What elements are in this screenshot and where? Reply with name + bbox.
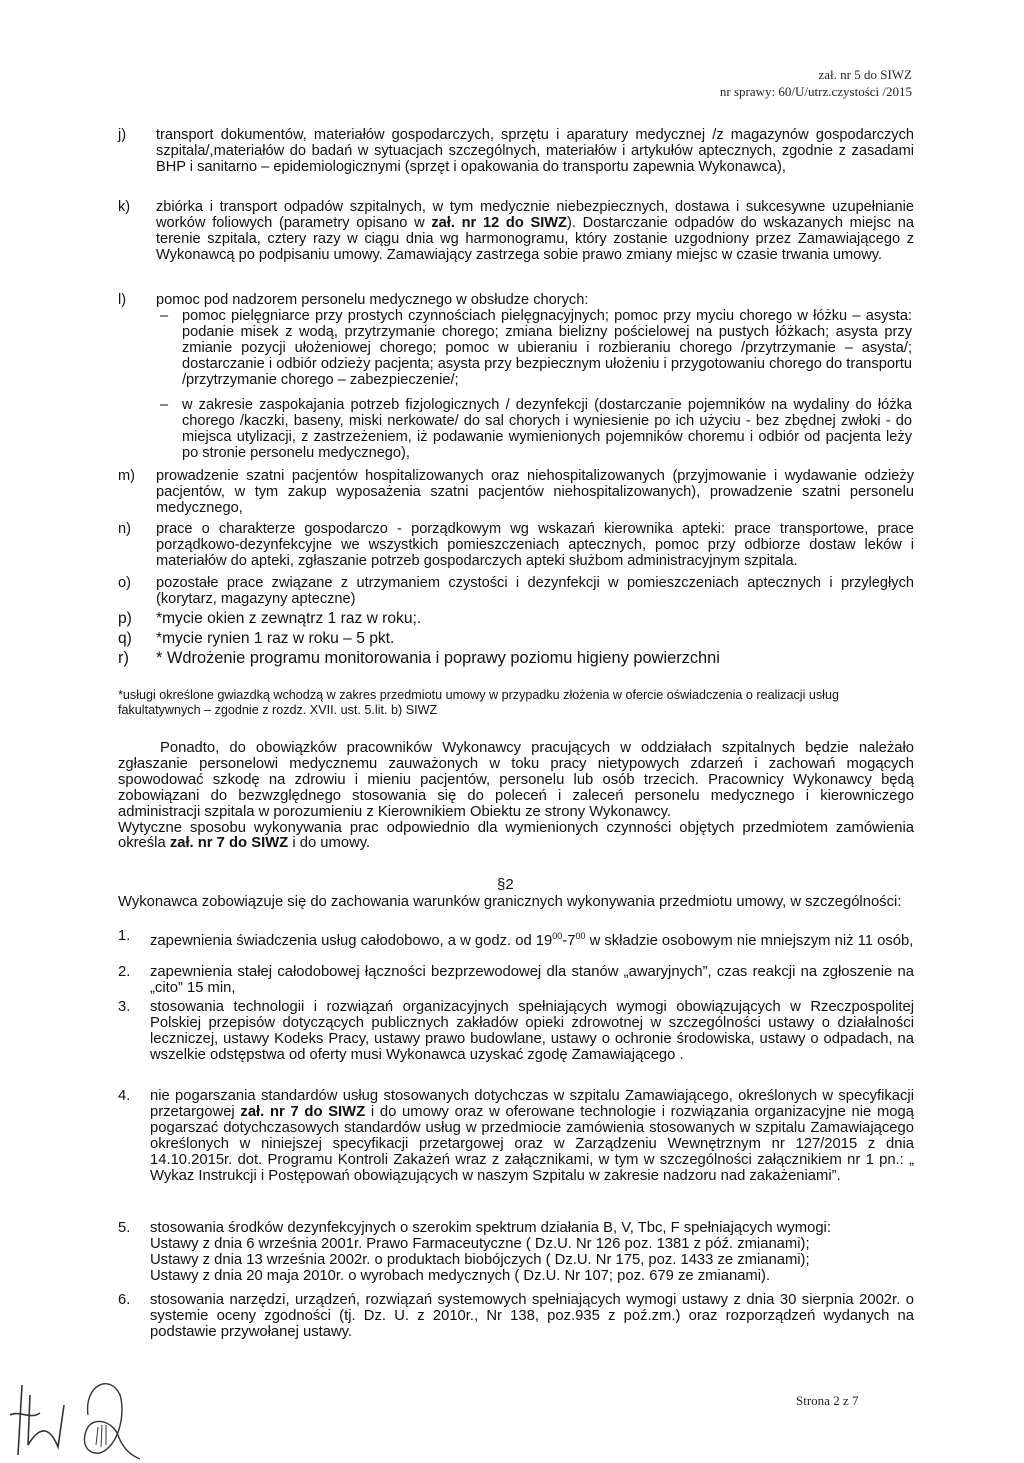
list-item-k [118,200,914,264]
paragraph-duties [118,741,914,852]
item-number: 1. [118,928,131,944]
list-item-n [118,522,914,570]
dash-marker: – [160,308,169,324]
text-part: -7 [562,932,576,949]
sub-item-text: pomoc pielęgniarce przy prostych czynnościach pielęgnacyjnych; pomoc przy myciu chorego w łóżku – asysta: podanie misek z wodą, przytrzymanie chorego; zmiana bielizny pościelowej na pustych łóżkach; asysta przy zmianie pozycji ułożeniowej chorego; pomoc w ubieraniu i rozbieraniu chorego /przytrzymanie – asysta/; dostarczanie i odbiór odzieży pacjenta; asysta przy bezpiecznym ułożeniu i przygotowaniu chorego do transportu /przytrzymanie chorego – zabezpieczenie/; [182,308,912,388]
attachment-label: zał. nr 5 do SIWZ [818,67,912,82]
item-text: stosowania technologii i rozwiązań organizacyjnych spełniających wymogi obowiązujących w Rzeczpospolitej Polskiej przepisów dotyczących publicznych zakładów opieki zdrowotnej w szczególności ustawy o działalności leczniczej, ustawy Kodeks Pracy, ustawy prawo budowlane, ustawy o ochronie środowiska, ustawy o odpadach, na wszelkie odstępstwa od oferty musi Wykonawca uzyskać zgodę Zamawiającego . [150,999,914,1063]
section-intro: Wykonawca zobowiązuje się do zachowania warunków granicznych wykonywania przedmiotu umowy, w szczególności: [118,894,902,910]
page-header [720,66,912,100]
list-marker: j) [118,127,127,143]
text-part: nie pogarszania standardów usług stosowanych dotychczas w szpitalu Zamawiającego, określonych w specyfikacji przetargowej [150,1088,914,1120]
numbered-item-1 [118,929,914,950]
item-number: 3. [118,999,131,1015]
superscript: 00 [575,931,586,941]
list-item-q [118,631,914,647]
section-number: §2 [497,876,514,893]
list-marker: q) [118,630,132,647]
footnote: *usługi określone gwiazdką wchodzą w zakres przedmiotu umowy w przypadku złożenia w ofercie oświadczenia o realizacji usług fakultatywnych – zgodnie z rozdz. XVII. ust. 5.lit. b) SIWZ [118,688,839,717]
numbered-item-6 [118,1293,914,1341]
list-item-text: prowadzenie szatni pacjentów hospitalizowanych oraz niehospitalizowanych (przyjmowanie i wydawanie odzieży pacjentów, w tym zakup wyposażenia szatni pacjentów niehospitalizowanych), prowadzenie szatni personelu medycznego, [156,468,914,516]
list-item-text: pozostałe prace związane z utrzymaniem czystości i dezynfekcji w pomieszczeniach aptecznych i przyległych (korytarz, magazyny apteczne) [156,575,914,607]
list-marker: o) [118,575,131,591]
list-item-o [118,576,914,608]
numbered-item-4 [118,1089,914,1184]
list-marker: n) [118,521,131,537]
list-item-text: *mycie okien z zewnątrz 1 raz w roku;. [156,610,422,627]
item-number: 2. [118,964,131,980]
paragraph-text [118,741,914,821]
item-number: 5. [118,1220,131,1236]
item-line: stosowania środków dezynfekcyjnych o szerokim spektrum działania B, V, Tbc, F spełniających wymogi: [150,1220,831,1236]
list-marker: p) [118,610,132,627]
list-marker: k) [118,199,131,215]
numbered-item-3 [118,1000,914,1064]
text-part: Wytyczne sposobu wykonywania prac odpowiednio dla wymienionych czynności objętych przedmiotem zamówienia określa [118,819,914,852]
sub-item-text: w zakresie zaspokajania potrzeb fizjologicznych / dezynfekcji (dostarczanie pojemników na wydaliny do łóżka chorego /kaczki, baseny, miski nerkowate/ do sal chorych i wyniesienie po ich użyciu - bez zbędnej zwłoki - do miejsca utylizacji, z zastrzeżeniem, iż podawanie wymienionych pojemników choremu i odbiór od pacjenta leży po stronie personelu medycznego), [182,397,912,461]
item-text [150,929,914,950]
sub-item-1 [160,309,912,389]
list-item-m [118,469,914,517]
item-line: Ustawy z dnia 6 września 2001r. Prawo Farmaceutyczne ( Dz.U. Nr 126 poz. 1381 z póź. zmianami); [150,1235,810,1252]
paragraph-body: Ponadto, do obowiązków pracowników Wykonawcy pracujących w oddziałach szpitalnych będzie należało zgłaszanie personelowi medycznemu zauważonych w toku pracy nietypowych zdarzeń i zachowań mogących spowodować szkodę na zdrowiu i mieniu pacjentów, personelu lub osób trzecich. Pracownicy Wykonawcy będą zobowiązani do bezwzględnego stosowania się do poleceń i zaleceń personelu medycznego i kierowniczego administracji szpitala w porozumieniu z Kierownikiem Obiektu ze strony Wykonawcy. [118,740,914,820]
text-part: zapewnienia świadczenia usług całodobowo, a w godz. od 19 [150,932,553,949]
list-item-text: * Wdrożenie programu monitorowania i poprawy poziomu higieny powierzchni [156,649,720,667]
item-text [150,1221,914,1285]
item-text [150,1089,914,1184]
item-line: Ustawy z dnia 13 września 2002r. o produktach biobójczych ( Dz.U. Nr 175, poz. 1433 ze zmianami); [150,1251,810,1268]
text-part: zbiórka i transport odpadów szpitalnych, w tym medycznie niebezpiecznych, dostawa i sukcesywne uzupełnianie worków foliowych (parametry opisano w [156,199,914,231]
list-marker: m) [118,468,136,484]
item-number: 6. [118,1292,131,1308]
text-part: w składzie osobowym nie mniejszym niż 11 osób, [585,932,914,949]
list-item-l [118,293,914,309]
text-part: i do umowy. [288,835,371,852]
list-item-text [156,200,914,264]
list-item-text: prace o charakterze gospodarczo - porządkowym wg wskazań kierownika apteki: prace transportowe, prace porządkowo-dezynfekcyjne we wszystkich pomieszczeniach aptecznych, pomoc przy odbiorze dostaw leków i materiałów do apteki, zgłaszanie potrzeb gospodarczych apteki służbom administracyjnym szpitala. [156,521,914,569]
attachment-reference: zał. nr 7 do SIWZ [169,835,289,852]
text-part: i do umowy oraz w oferowane technologie i rozwiązania organizacyjne nie mogą pogarszać dotychczasowych standardów usług w przedmiocie zamówienia stosowanych w szpitalu Zamawiającego określonych w niniejszej specyfikacji przetargowej oraz w Zarządzeniu Wewnętrznym nr 127/2015 z dnia 14.10.2015r. dot. Programu Kontroli Zakażeń wraz z załącznikami, w tym w szczególności załącznikiem nr 1 pn.: „ Wykaz Instrukcji i Postępowań obowiązujących w naszym Szpitalu w zakresie nadzoru nad zakażeniami”. [150,1103,914,1184]
item-text: zapewnienia stałej całodobowej łączności bezprzewodowej dla stanów „awaryjnych”, czas reakcji na zgłoszenie na „cito” 15 min, [150,964,914,996]
attachment-reference: zał. nr 12 do SIWZ [431,214,567,231]
list-item-j [118,128,914,176]
handwritten-initials [0,1355,200,1463]
list-item-text: *mycie rynien 1 raz w roku – 5 pkt. [156,630,395,647]
list-item-p [118,611,914,627]
dash-marker: – [160,397,169,413]
item-text: stosowania narzędzi, urządzeń, rozwiązań systemowych spełniających wymogi ustawy z dnia 30 sierpnia 2002r. o systemie oceny zgodności (tj. Dz. U. z 2010r., Nr 138, poz.935 z poź.zm.) oraz rozporządzeń wydanych na podstawie przywołanej ustawy. [150,1292,914,1340]
list-item-r [118,651,914,667]
paragraph-text-2 [118,821,914,853]
item-line: Ustawy z dnia 20 maja 2010r. o wyrobach medycznych ( Dz.U. Nr 107; poz. 679 ze zmianami). [150,1267,771,1284]
list-item-text: transport dokumentów, materiałów gospodarczych, sprzętu i aparatury medycznej /z magazynów gospodarczych szpitala/,materiałów do badań w sytuacjach szczególnych, materiałów i artykułów aptecznych, zgodnie z zasadami BHP i sanitarno – epidemiologicznymi (sprzęt i opakowania do transportu zapewnia Wykonawca), [156,127,914,175]
text-part: ). Dostarczanie odpadów do wskazanych miejsc na terenie szpitala, cztery razy w ciągu dnia wg harmonogramu, który zostanie uzgodniony przez Zamawiającego z Wykonawcą po podpisaniu umowy. Zamawiający zastrzega sobie prawo zmiany miejsc w czasie trwania umowy. [156,214,914,263]
attachment-reference: zał. nr 7 do SIWZ [240,1103,366,1120]
list-marker: l) [118,292,127,308]
numbered-item-2 [118,965,914,997]
item-number: 4. [118,1088,131,1104]
superscript: 00 [552,931,563,941]
list-item-text: pomoc pod nadzorem personelu medycznego w obsłudze chorych: [156,292,589,308]
page-number: Strona 2 z 7 [796,1393,859,1408]
list-marker: r) [118,649,129,667]
case-number: nr sprawy: 60/U/utrz.czystości /2015 [719,84,912,99]
sub-item-2 [160,398,912,462]
numbered-item-5 [118,1221,914,1285]
